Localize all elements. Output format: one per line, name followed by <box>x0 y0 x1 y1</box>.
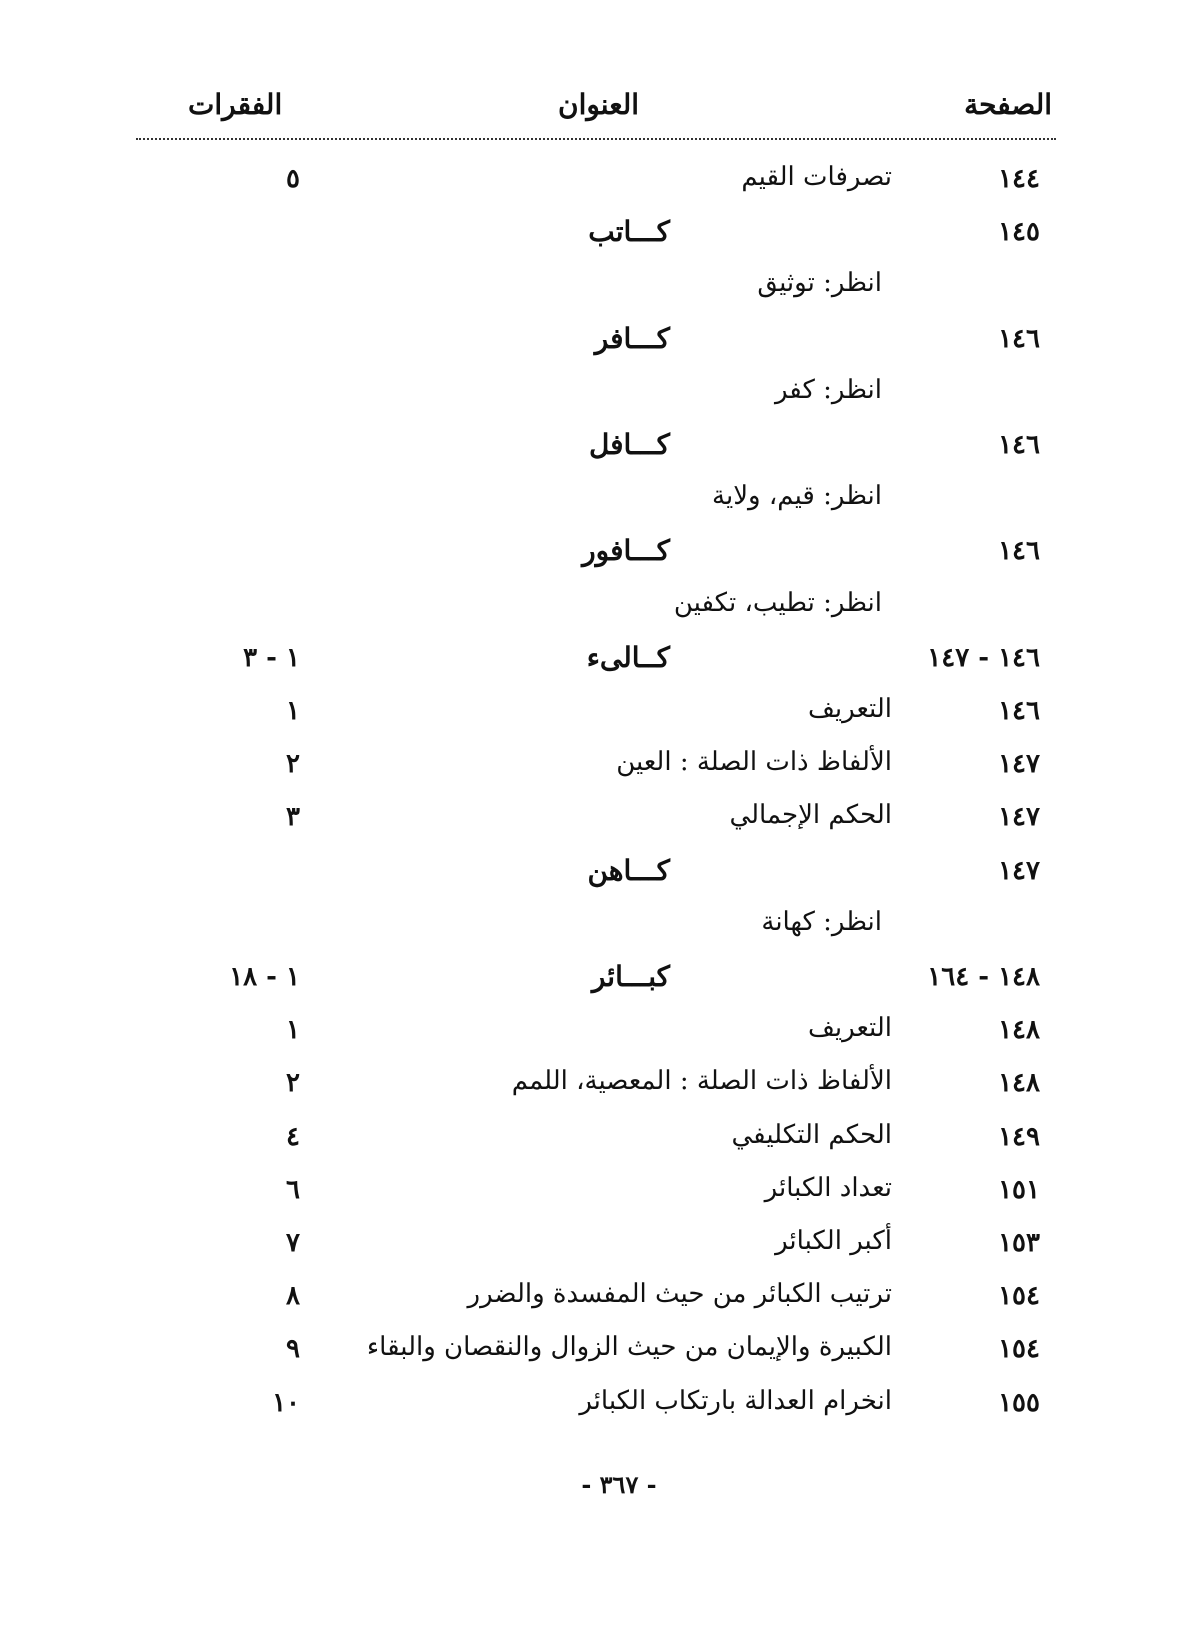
entry-title: ترتيب الكبائر من حيث المفسدة والضرر <box>467 1279 892 1310</box>
entry-see-reference: انظر: كهانة <box>761 906 882 937</box>
entry-heading: كـــافل <box>588 428 670 461</box>
entry-title: الكبيرة والإيمان من حيث الزوال والنقصان والبقاء <box>366 1332 892 1363</box>
entry-page-number: ١٤٦ <box>998 696 1040 726</box>
entry-title: التعريف <box>807 1013 892 1044</box>
entry-title: أكبر الكبائر <box>775 1226 892 1256</box>
page-number: - ٣٦٧ - <box>581 1470 657 1499</box>
entry-page-number: ١٤٦ <box>998 430 1040 460</box>
entry-heading: كـــافر <box>594 321 670 355</box>
entry-page-number: ١٥٥ <box>998 1387 1040 1418</box>
entry-page-number: ١٥٤ <box>998 1281 1040 1312</box>
entry-page-number: ١٤٩ <box>998 1121 1040 1152</box>
index-row <box>0 1222 1188 1266</box>
entry-page-number: ١٤٧ <box>998 855 1040 886</box>
entry-heading: كـــاتب <box>588 215 670 249</box>
entry-page-number: ١٤٧ <box>998 802 1040 833</box>
index-row <box>0 1116 1188 1160</box>
page-column-header: الصفحة <box>964 88 1052 121</box>
entry-paragraphs: ٩ <box>286 1334 300 1365</box>
entry-paragraphs: ٤ <box>286 1121 300 1152</box>
entry-page-number: ١٤٦ <box>998 323 1040 354</box>
index-row <box>0 903 1188 947</box>
index-row <box>0 584 1188 628</box>
entry-paragraphs: ١ <box>286 1015 300 1046</box>
entry-paragraphs: ٢ <box>286 749 300 780</box>
entry-paragraphs: ١٠ <box>272 1387 300 1418</box>
index-row <box>0 1328 1188 1372</box>
index-row <box>0 1062 1188 1106</box>
entry-title: الألفاظ ذات الصلة : المعصية، اللمم <box>511 1066 892 1097</box>
index-row <box>0 530 1188 574</box>
index-row <box>0 477 1188 521</box>
entry-page-number: ١٤٦ - ١٤٧ <box>927 642 1040 673</box>
entry-heading: كــالىء <box>586 640 670 674</box>
entry-paragraphs: ١ - ١٨ <box>229 962 300 992</box>
index-row <box>0 318 1188 362</box>
entry-title: الحكم الإجمالي <box>729 800 892 831</box>
entry-title: الألفاظ ذات الصلة : العين <box>616 747 892 778</box>
index-row <box>0 1169 1188 1213</box>
entry-paragraphs: ٥ <box>286 164 300 194</box>
index-row <box>0 211 1188 255</box>
entry-page-number: ١٤٦ <box>998 536 1040 567</box>
entry-heading: كـــافور <box>582 534 670 568</box>
index-row <box>0 371 1188 415</box>
entry-paragraphs: ٦ <box>286 1174 300 1205</box>
entry-page-number: ١٤٨ <box>998 1015 1040 1046</box>
entry-paragraphs: ١ - ٣ <box>243 642 300 673</box>
entry-page-number: ١٥٤ <box>998 1334 1040 1365</box>
entry-page-number: ١٥١ <box>998 1174 1040 1205</box>
entry-paragraphs: ٧ <box>286 1228 300 1258</box>
entry-paragraphs: ٢ <box>286 1068 300 1099</box>
index-row <box>0 1009 1188 1053</box>
index-row <box>0 956 1188 1000</box>
title-column-header: العنوان <box>558 88 640 121</box>
index-row <box>0 424 1188 468</box>
index-row <box>0 264 1188 308</box>
entry-page-number: ١٤٤ <box>998 164 1040 194</box>
entry-paragraphs: ٣ <box>286 802 300 833</box>
index-row <box>0 1382 1188 1426</box>
entry-see-reference: انظر: توثيق <box>757 268 882 299</box>
entry-page-number: ١٤٧ <box>998 749 1040 780</box>
entry-paragraphs: ١ <box>286 696 300 726</box>
entry-see-reference: انظر: كفر <box>774 374 882 405</box>
index-row <box>0 743 1188 787</box>
entry-title: تصرفات القيم <box>741 162 892 192</box>
index-row <box>0 637 1188 681</box>
entry-heading: كبـــائر <box>591 960 670 993</box>
entry-see-reference: انظر: قيم، ولاية <box>712 481 882 512</box>
entry-heading: كـــاهن <box>587 853 670 887</box>
index-row <box>0 796 1188 840</box>
index-row <box>0 158 1188 202</box>
entry-page-number: ١٤٨ <box>998 1068 1040 1099</box>
entry-page-number: ١٥٣ <box>998 1228 1040 1258</box>
index-row <box>0 1275 1188 1319</box>
entry-see-reference: انظر: تطيب، تكفين <box>673 587 882 618</box>
entry-title: انخرام العدالة بارتكاب الكبائر <box>579 1385 892 1416</box>
entry-title: التعريف <box>807 694 892 724</box>
index-row <box>0 850 1188 894</box>
entry-title: الحكم التكليفي <box>731 1119 892 1150</box>
entry-paragraphs: ٨ <box>286 1281 300 1312</box>
entry-title: تعداد الكبائر <box>764 1172 892 1203</box>
paragraphs-column-header: الفقرات <box>188 88 283 121</box>
entry-page-number: ١٤٨ - ١٦٤ <box>927 962 1040 992</box>
entry-page-number: ١٤٥ <box>998 217 1040 248</box>
index-row <box>0 690 1188 734</box>
